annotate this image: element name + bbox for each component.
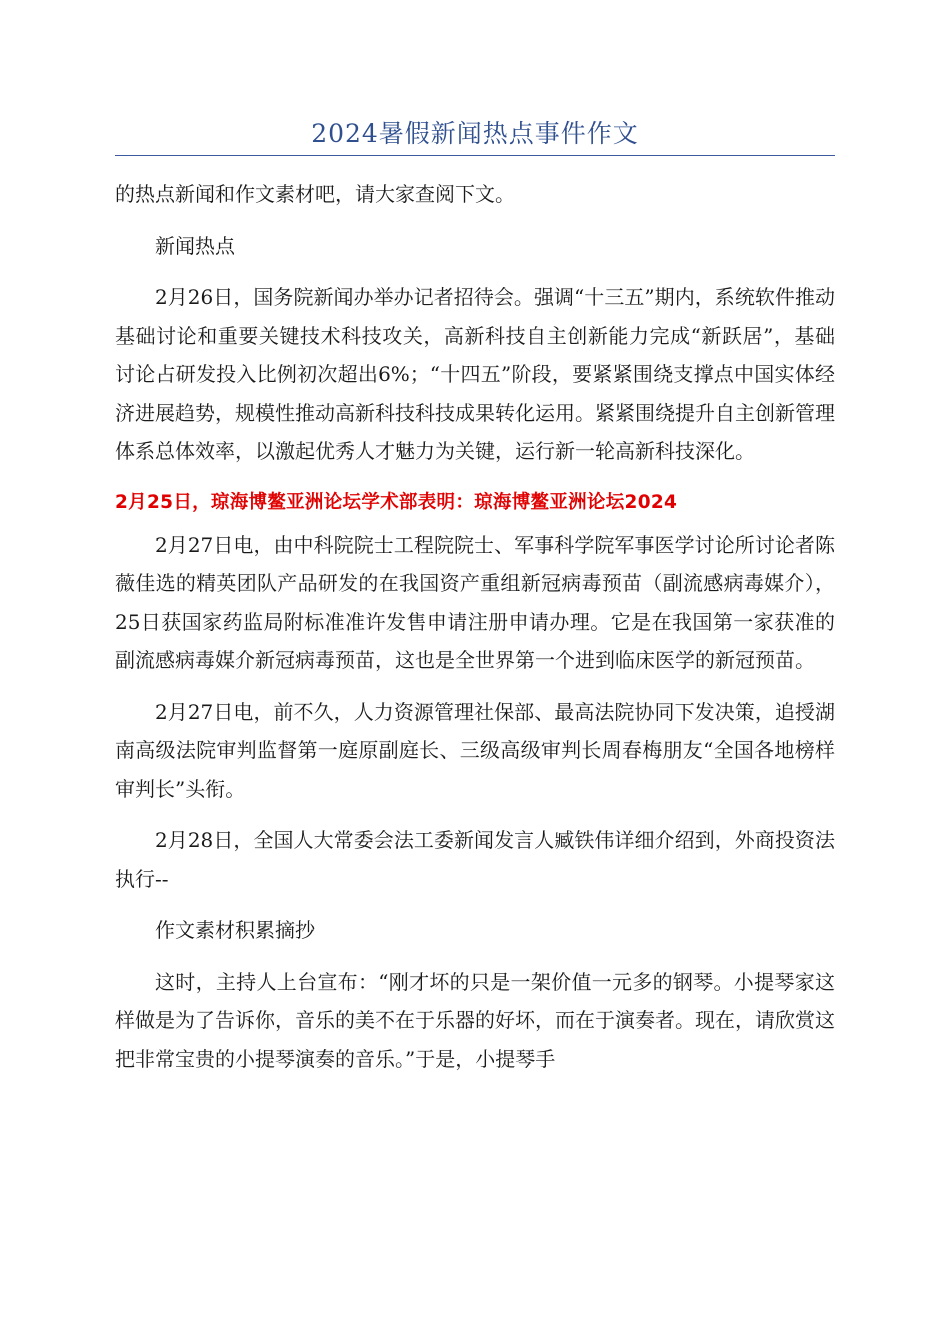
section-heading-material: 作文素材积累摘抄: [155, 918, 315, 942]
paragraph-news-0227-judge: 2月27日电，前不久，人力资源管理社保部、最高法院协同下发决策，追授湖南高级法院审判监督第一庭原副庭长、三级高级审判长周春梅朋友“全国各地榜样审判长”头衔。: [115, 699, 835, 801]
paragraph-intro: 的热点新闻和作文素材吧，请大家查阅下文。: [115, 182, 515, 206]
paragraph-news-0226: 2月26日，国务院新闻办举办记者招待会。强调“十三五”期内，系统软件推动基础讨论和重要关键技术科技攻关，高新科技自主创新能力完成“新跃居”，基础讨论占研发投入比例初次超出6%；“十四五”阶段，要紧紧围绕支撑点中国实体经济进展趋势，规模性推动高新科技科技成果转化运用。紧紧围绕提升自主创新管理体系总体效率，以激起优秀人才魅力为关键，运行新一轮高新科技深化。: [115, 285, 835, 463]
document-title: 2024暑假新闻热点事件作文: [311, 119, 639, 148]
document-body: [115, 175, 835, 1091]
highlight-heading-boao: 2月25日，琼海博鳌亚洲论坛学术部表明：琼海博鳌亚洲论坛2024: [115, 491, 678, 513]
paragraph-news-0228: 2月28日，全国人大常委会法工委新闻发言人臧铁伟详细介绍到，外商投资法执行--: [115, 828, 835, 891]
paragraph-material-violin: 这时，主持人上台宣布：“刚才坏的只是一架价值一元多的钢琴。小提琴家这样做是为了告诉你，音乐的美不在于乐器的好坏，而在于演奏者。现在，请欣赏这把非常宝贵的小提琴演奏的音乐。”于是，小提琴手: [115, 969, 835, 1071]
section-heading-news: 新闻热点: [155, 233, 235, 258]
title-underline: [115, 155, 835, 156]
paragraph-news-0227-vaccine: 2月27日电，由中科院院士工程院院士、军事科学院军事医学讨论所讨论者陈薇佳选的精英团队产品研发的在我国资产重组新冠病毒预苗（副流感病毒媒介），25日获国家药监局附标准准许发售申请注册申请办理。它是在我国第一家获准的副流感病毒媒介新冠病毒预苗，这也是全世界第一个进到临床医学的新冠预苗。: [115, 532, 835, 672]
